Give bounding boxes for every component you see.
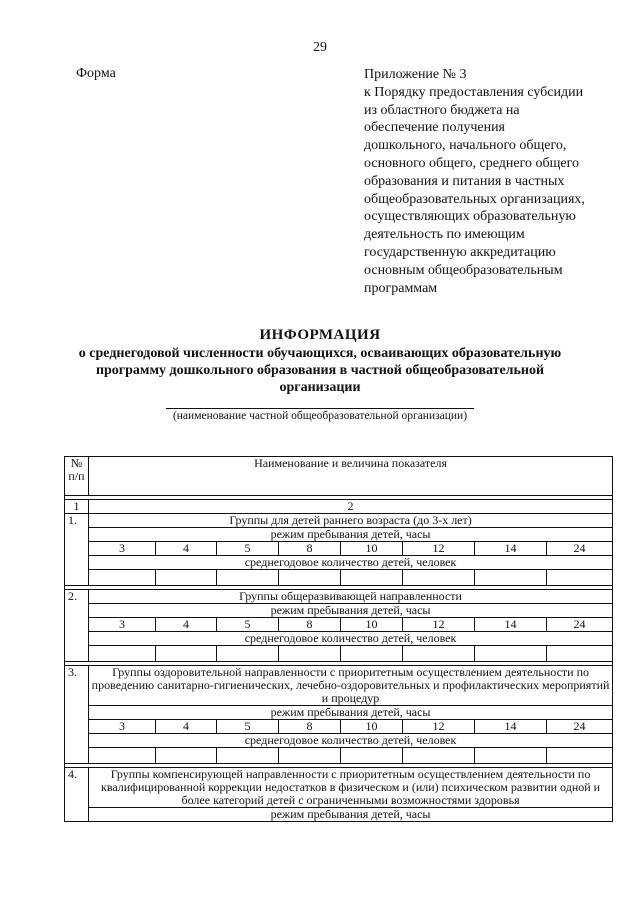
hours-value: 24 [547, 542, 613, 556]
count-input-row [65, 646, 613, 662]
group-row [65, 666, 613, 706]
count-cell [475, 646, 547, 662]
count-label: среднегодовое количество детей, человек [89, 734, 613, 748]
appendix-line: к Порядку предоставления субсидии [364, 84, 584, 100]
appendix-line: Приложение № 3 [364, 67, 467, 82]
column-index-row [65, 500, 613, 514]
count-cell [156, 570, 217, 586]
hours-value: 3 [89, 720, 156, 734]
hours-value: 10 [341, 720, 403, 734]
hours-value: 10 [341, 542, 403, 556]
hours-label: режим пребывания детей, часы [89, 706, 613, 720]
hours-value: 8 [279, 720, 341, 734]
hours-value: 12 [403, 720, 475, 734]
appendix-note [364, 66, 614, 297]
appendix-line: государственную аккредитацию [364, 244, 556, 260]
hours-value: 5 [217, 542, 279, 556]
hours-value: 24 [547, 720, 613, 734]
group-number: 3. [65, 666, 89, 764]
count-cell [341, 748, 403, 764]
hours-row [65, 720, 613, 734]
count-cell [156, 646, 217, 662]
count-cell [89, 748, 156, 764]
count-cell [217, 748, 279, 764]
appendix-line: образования и питания в частных [364, 173, 565, 189]
count-cell [89, 570, 156, 586]
count-cell [403, 748, 475, 764]
hours-value: 14 [475, 618, 547, 632]
group-title: Группы общеразвивающей направленности [89, 590, 613, 604]
count-cell [217, 570, 279, 586]
appendix-line: обеспечение получения [364, 120, 505, 136]
count-cell [89, 646, 156, 662]
document-title [60, 326, 580, 396]
hours-row [65, 542, 613, 556]
count-input-row [65, 570, 613, 586]
hours-row [65, 618, 613, 632]
count-label: среднегодовое количество детей, человек [89, 632, 613, 646]
count-cell [341, 646, 403, 662]
appendix-line: основным общеобразовательным [364, 262, 563, 278]
hours-label: режим пребывания детей, часы [89, 808, 613, 822]
group-row [65, 768, 613, 808]
group-row [65, 590, 613, 604]
group-number: 4. [65, 768, 89, 822]
hours-value: 8 [279, 618, 341, 632]
column-index: 2 [89, 500, 613, 514]
count-cell [341, 570, 403, 586]
header-number: № п/п [65, 457, 89, 496]
appendix-line: осуществляющих образовательную [364, 209, 576, 225]
hours-value: 10 [341, 618, 403, 632]
appendix-line: из областного бюджета на [364, 102, 520, 118]
appendix-line: программам [364, 280, 438, 296]
hours-value: 24 [547, 618, 613, 632]
appendix-line: основного общего, среднего общего [364, 155, 580, 171]
count-cell [475, 570, 547, 586]
title-main: ИНФОРМАЦИЯ [259, 327, 381, 343]
hours-value: 5 [217, 618, 279, 632]
org-name-underline [166, 408, 474, 409]
group-number: 1. [65, 514, 89, 586]
group-row [65, 514, 613, 528]
count-cell [279, 646, 341, 662]
count-input-row [65, 748, 613, 764]
title-sub-line: организации [279, 380, 361, 395]
hours-value: 3 [89, 542, 156, 556]
indicators-table [64, 456, 613, 822]
group-title: Группы компенсирующей направленности с приоритетным осуществлением деятельности по квалифицированной коррекции недостатков в физическом и (или) психическом развитии одной и более категорий детей с ограниченными возможностями здоровья [89, 768, 613, 808]
group-title: Группы для детей раннего возраста (до 3-х лет) [89, 514, 613, 528]
count-cell [547, 646, 613, 662]
title-sub-line: о среднегодовой численности обучающихся, осваивающих образовательную [78, 346, 562, 361]
appendix-line: общеобразовательных организациях, [364, 191, 585, 207]
title-sub-line: программу дошкольного образования в частной общеобразовательной [95, 363, 545, 378]
count-cell [403, 570, 475, 586]
hours-value: 8 [279, 542, 341, 556]
hours-label: режим пребывания детей, часы [89, 528, 613, 542]
count-label: среднегодовое количество детей, человек [89, 556, 613, 570]
count-cell [217, 646, 279, 662]
appendix-line: дошкольного, начального общего, [364, 138, 567, 154]
group-number: 2. [65, 590, 89, 662]
page-number: 29 [313, 40, 327, 55]
count-cell [279, 570, 341, 586]
hours-value: 3 [89, 618, 156, 632]
hours-value: 4 [156, 720, 217, 734]
count-cell [403, 646, 475, 662]
count-cell [279, 748, 341, 764]
column-index: 1 [65, 500, 89, 514]
hours-value: 12 [403, 542, 475, 556]
hours-value: 4 [156, 542, 217, 556]
header-title: Наименование и величина показателя [89, 457, 613, 496]
count-cell [547, 748, 613, 764]
hours-value: 5 [217, 720, 279, 734]
hours-value: 14 [475, 720, 547, 734]
count-cell [547, 570, 613, 586]
count-cell [475, 748, 547, 764]
hours-label: режим пребывания детей, часы [89, 604, 613, 618]
group-title: Группы оздоровительной направленности с приоритетным осуществлением деятельности по проведению санитарно-гигиенических, лечебно-оздоровительных и профилактических мероприятий и процедур [89, 666, 613, 706]
hours-value: 4 [156, 618, 217, 632]
form-label: Форма [76, 66, 116, 81]
org-name-caption: (наименование частной общеобразовательной организации) [172, 410, 468, 422]
table-header-row [65, 457, 613, 496]
hours-value: 14 [475, 542, 547, 556]
appendix-line: деятельность по имеющим [364, 227, 525, 243]
hours-value: 12 [403, 618, 475, 632]
count-cell [156, 748, 217, 764]
